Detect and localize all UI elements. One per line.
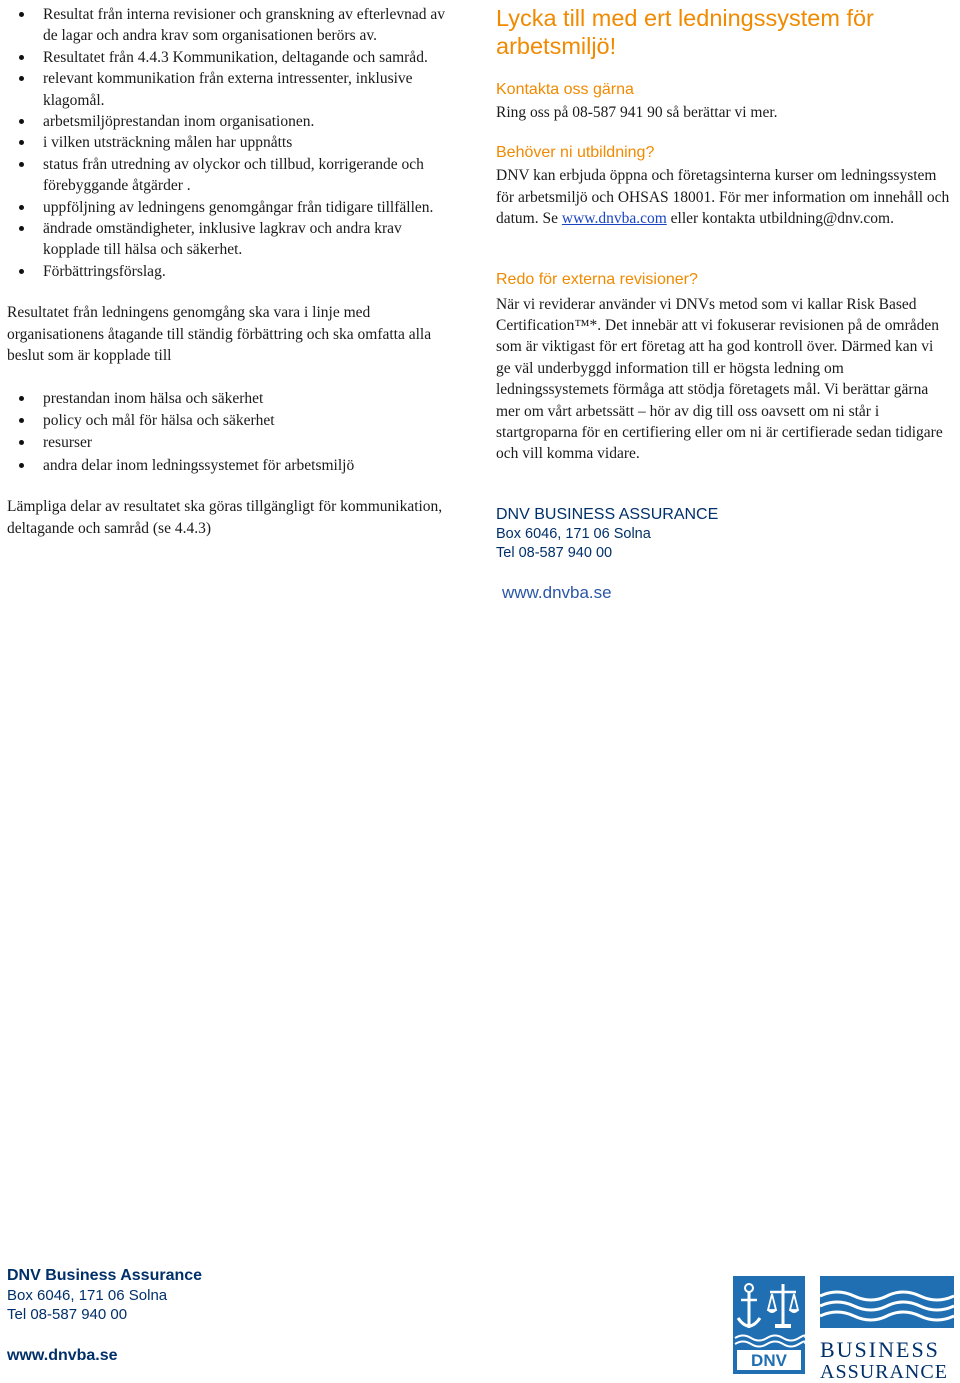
list-item: relevant kommunikation från externa intressenter, inklusive klagomål. (7, 68, 462, 111)
list-item: Förbättringsförslag. (7, 261, 462, 282)
list-item: Resultatet från 4.4.3 Kommunikation, deltagande och samråd. (7, 47, 462, 68)
contact-text: Ring oss på 08-587 941 90 så berättar vi mer. (496, 104, 778, 121)
training-text-part1: DNV kan erbjuda öppna och företagsinterna kurser om ledningssystem för arbetsmiljö och OHSAS 18001. För mer information om innehåll och datum. Se (496, 167, 950, 228)
review-output-list (7, 388, 462, 477)
list-item: andra delar inom ledningssystemet för arbetsmiljö (7, 455, 462, 476)
review-output-paragraph: Resultatet från ledningens genomgång ska vara i linje med organisationens åtagande till ständig förbättring och ska omfatta alla beslut som är kopplade till (7, 304, 432, 365)
training-text-part2: eller kontakta utbildning@dnv.com. (670, 210, 894, 228)
footer-company: DNV Business Assurance (7, 1267, 203, 1284)
audit-text: När vi reviderar använder vi DNVs metod som vi kallar Risk Based Certification™*. Det innebär att vi fokuserar revisionen på de områden som är viktigast för ert företag att ha god kontroll över. Därmed kan vi ge väl underbyggd information till er högsta ledning om ledningssystemets förmåga att stödja företagets mål. Vi berättar gärna mer om vårt arbetssätt – hör av dig till oss oavsett om ni står i startgroparna för en certifiering eller om ni är certifierade sedan tidigare och vill komma vidare. (496, 295, 943, 463)
right-column (496, 4, 951, 602)
list-item: uppföljning av ledningens genomgångar från tidigare tillfällen. (7, 197, 462, 218)
waves-graphic-icon (820, 1276, 954, 1328)
list-item: i vilken utsträckning målen har uppnåtts (7, 132, 462, 153)
footer-address: Box 6046, 171 06 Solna (7, 1287, 168, 1304)
training-text (496, 165, 951, 229)
communication-paragraph: Lämpliga delar av resultatet ska göras tillgängligt för kommunikation, deltagande och samråd (se 4.4.3) (7, 498, 443, 537)
list-item: prestandan inom hälsa och säkerhet (7, 388, 462, 409)
company-name: DNV BUSINESS ASSURANCE (496, 505, 719, 523)
list-item: ändrade omständigheter, inklusive lagkrav och andra krav kopplade till hälsa och säkerhet. (7, 218, 462, 261)
list-item: status från utredning av olyckor och tillbud, korrigerande och förebyggande åtgärder . (7, 154, 462, 197)
dnvba-com-link[interactable]: www.dnvba.com (561, 210, 667, 228)
review-input-list (7, 4, 462, 282)
training-heading: Behöver ni utbildning? (496, 144, 655, 162)
company-address: Box 6046, 171 06 Solna (496, 525, 651, 542)
audit-heading: Redo för externa revisioner? (496, 270, 698, 288)
dnv-logo-label: DNV (751, 1351, 787, 1370)
business-assurance-logo (820, 1276, 954, 1383)
ba-line-1: BUSINESS (820, 1337, 940, 1362)
company-website[interactable]: www.dnvba.se (502, 582, 612, 602)
left-column (7, 4, 462, 539)
list-item: Resultat från interna revisioner och granskning av efterlevnad av de lagar och andra krav som organisationen berörs av. (7, 4, 462, 47)
contact-heading: Kontakta oss gärna (496, 81, 634, 98)
footer-phone: Tel 08-587 940 00 (7, 1306, 128, 1323)
dnv-logo (733, 1276, 805, 1374)
footer-website[interactable]: www.dnvba.se (7, 1347, 118, 1364)
list-item: resurser (7, 432, 462, 453)
closing-heading: Lycka till med ert ledningssystem för arbetsmiljö! (496, 5, 874, 59)
list-item: arbetsmiljöprestandan inom organisationen. (7, 111, 462, 132)
list-item: policy och mål för hälsa och säkerhet (7, 410, 462, 431)
footer-contact (7, 1266, 202, 1365)
company-phone: Tel 08-587 940 00 (496, 544, 613, 561)
ba-line-2: ASSURANCE (820, 1361, 948, 1383)
contact-block (496, 505, 951, 602)
